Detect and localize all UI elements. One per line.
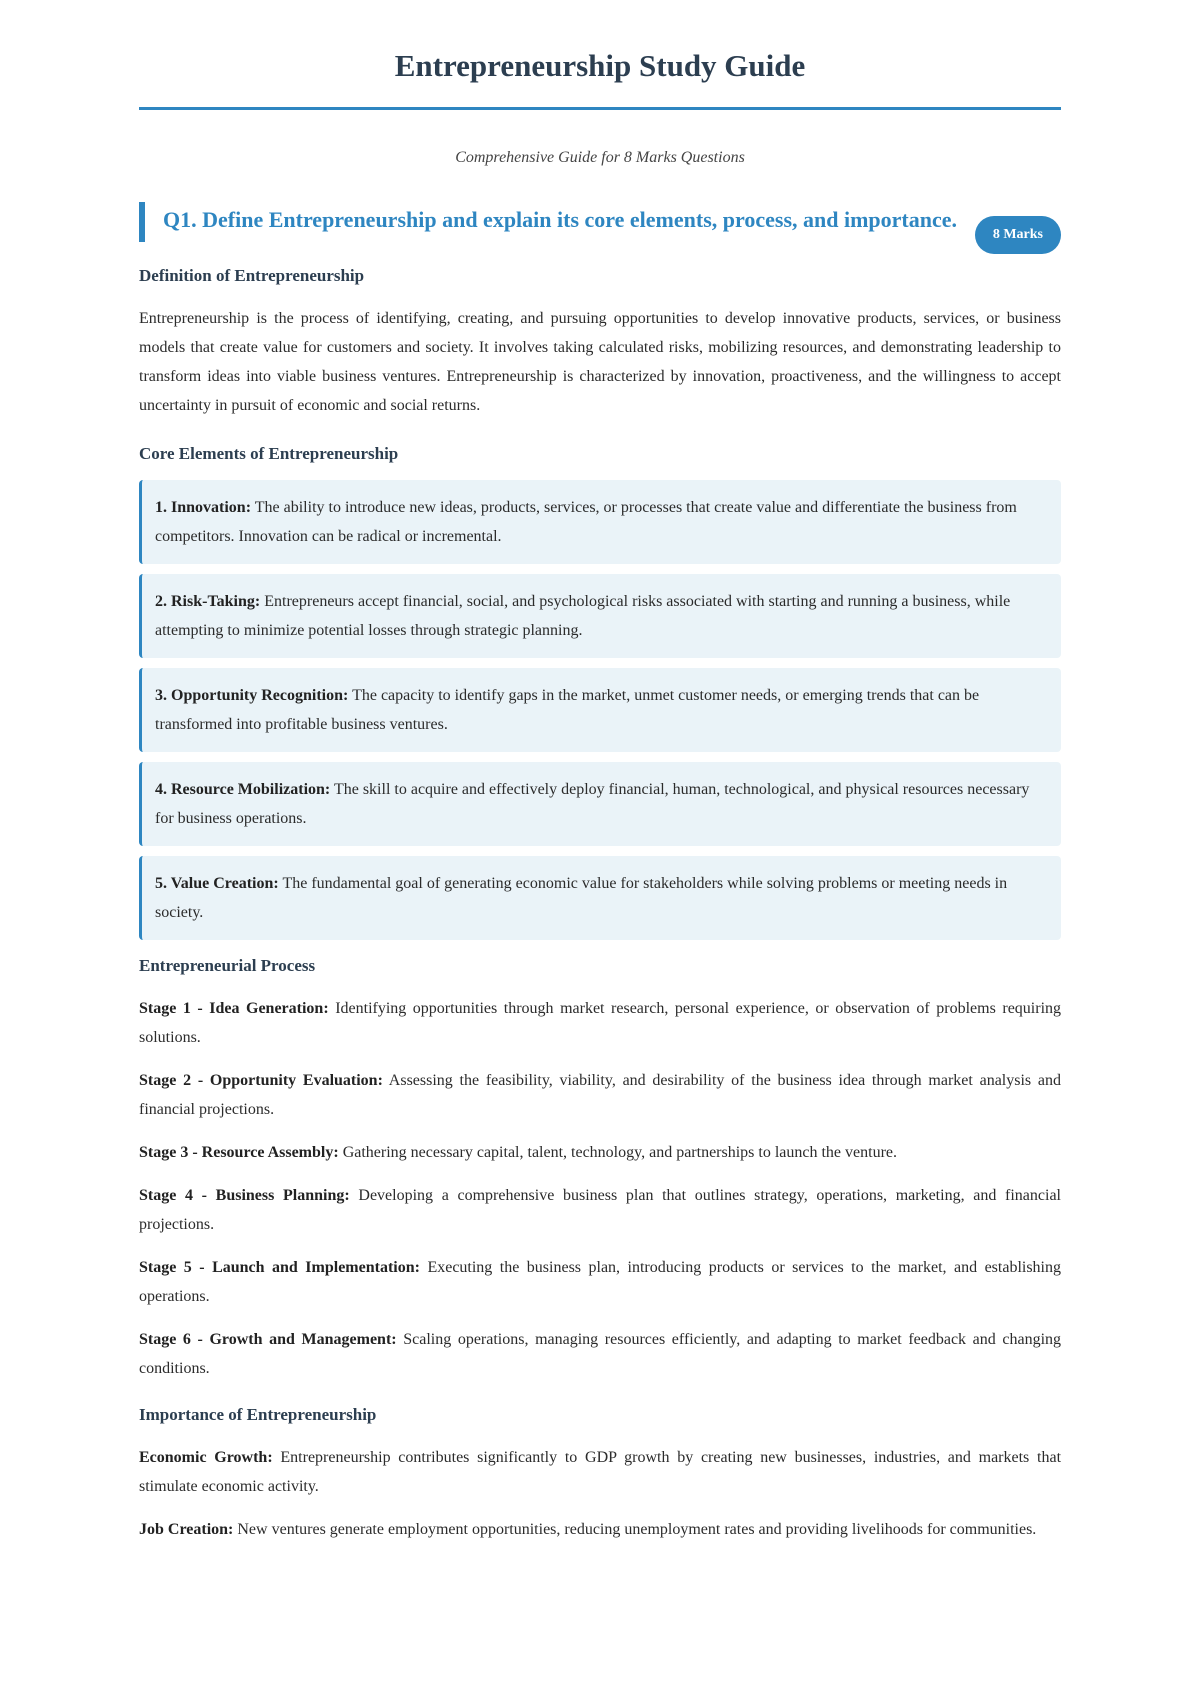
- stage-text: Gathering necessary capital, talent, technology, and partnerships to launch the venture.: [342, 1144, 898, 1161]
- element-text: The capacity to identify gaps in the market, unmet customer needs, or emerging trends that can be transformed into profitable business ventures.: [155, 687, 980, 733]
- process-stage: [139, 1325, 1061, 1383]
- definition-paragraph: Entrepreneurship is the process of identifying, creating, and pursuing opportunities to develop innovative products, services, or business models that create value for customers and society. It involves taking calculated risks, mobilizing resources, and demonstrating leadership to transform ideas into viable business ventures. Entrepreneurship is characterized by innovation, proactiveness, and the willingness to accept uncertainty in pursuit of economic and social returns.: [139, 310, 1061, 414]
- stage-title: Stage 4 - Business Planning:: [139, 1187, 350, 1204]
- importance-text: New ventures generate employment opportunities, reducing unemployment rates and providing livelihoods for communities.: [237, 1521, 1037, 1538]
- importance-text: Entrepreneurship contributes significantly to GDP growth by creating new businesses, industries, and markets that stimulate economic activity.: [139, 1449, 1062, 1495]
- importance-item: [139, 1515, 1061, 1544]
- definition-heading: Definition of Entrepreneurship: [139, 266, 365, 285]
- element-title: 2. Risk-Taking:: [155, 593, 261, 610]
- title-divider: [139, 107, 1061, 110]
- stage-title: Stage 1 - Idea Generation:: [139, 1000, 329, 1017]
- element-title: 3. Opportunity Recognition:: [155, 687, 349, 704]
- process-stage: [139, 1181, 1061, 1239]
- page-subtitle: Comprehensive Guide for 8 Marks Questions: [455, 149, 745, 166]
- question-header: [139, 202, 1061, 242]
- element-text: Entrepreneurs accept financial, social, and psychological risks associated with starting and running a business, while attempting to minimize potential losses through strategic planning.: [155, 593, 1011, 639]
- element-title: 4. Resource Mobilization:: [155, 781, 331, 798]
- process-heading: Entrepreneurial Process: [139, 956, 316, 975]
- element-card: [139, 856, 1061, 940]
- element-card: [139, 762, 1061, 846]
- stage-title: Stage 5 - Launch and Implementation:: [139, 1259, 420, 1276]
- process-stage: [139, 1253, 1061, 1311]
- process-stage: [139, 1138, 1061, 1167]
- stage-title: Stage 6 - Growth and Management:: [139, 1331, 397, 1348]
- marks-badge: 8 Marks: [975, 216, 1061, 254]
- core-elements-list: [139, 480, 1061, 940]
- element-card: [139, 574, 1061, 658]
- element-title: 5. Value Creation:: [155, 875, 279, 892]
- element-text: The skill to acquire and effectively deploy financial, human, technological, and physical resources necessary for business operations.: [155, 781, 1030, 827]
- element-title: 1. Innovation:: [155, 499, 252, 516]
- process-stage: [139, 1066, 1061, 1124]
- importance-heading: Importance of Entrepreneurship: [139, 1405, 377, 1424]
- element-card: [139, 480, 1061, 564]
- element-text: The ability to introduce new ideas, products, services, or processes that create value and differentiate the business from competitors. Innovation can be radical or incremental.: [155, 499, 1017, 545]
- importance-item: [139, 1443, 1061, 1501]
- element-card: [139, 668, 1061, 752]
- importance-title: Job Creation:: [139, 1521, 234, 1538]
- stage-text: Executing the business plan, introducing products or services to the market, and establishing operations.: [139, 1259, 1062, 1305]
- stage-text: Assessing the feasibility, viability, and desirability of the business idea through market analysis and financial projections.: [139, 1072, 1062, 1118]
- process-stage: [139, 994, 1061, 1052]
- element-text: The fundamental goal of generating economic value for stakeholders while solving problems or meeting needs in society.: [155, 875, 1008, 921]
- core-elements-heading: Core Elements of Entrepreneurship: [139, 444, 399, 463]
- importance-title: Economic Growth:: [139, 1449, 273, 1466]
- page-title: Entrepreneurship Study Guide: [394, 48, 806, 83]
- question-text: Q1. Define Entrepreneurship and explain its core elements, process, and importance.: [163, 207, 958, 232]
- stage-text: Identifying opportunities through market research, personal experience, or observation of problems requiring solutions.: [139, 1000, 1062, 1046]
- stage-text: Scaling operations, managing resources efficiently, and adapting to market feedback and changing conditions.: [139, 1331, 1062, 1377]
- stage-text: Developing a comprehensive business plan that outlines strategy, operations, marketing, and financial projections.: [139, 1187, 1061, 1233]
- stage-title: Stage 2 - Opportunity Evaluation:: [139, 1072, 383, 1089]
- stage-title: Stage 3 - Resource Assembly:: [139, 1144, 339, 1161]
